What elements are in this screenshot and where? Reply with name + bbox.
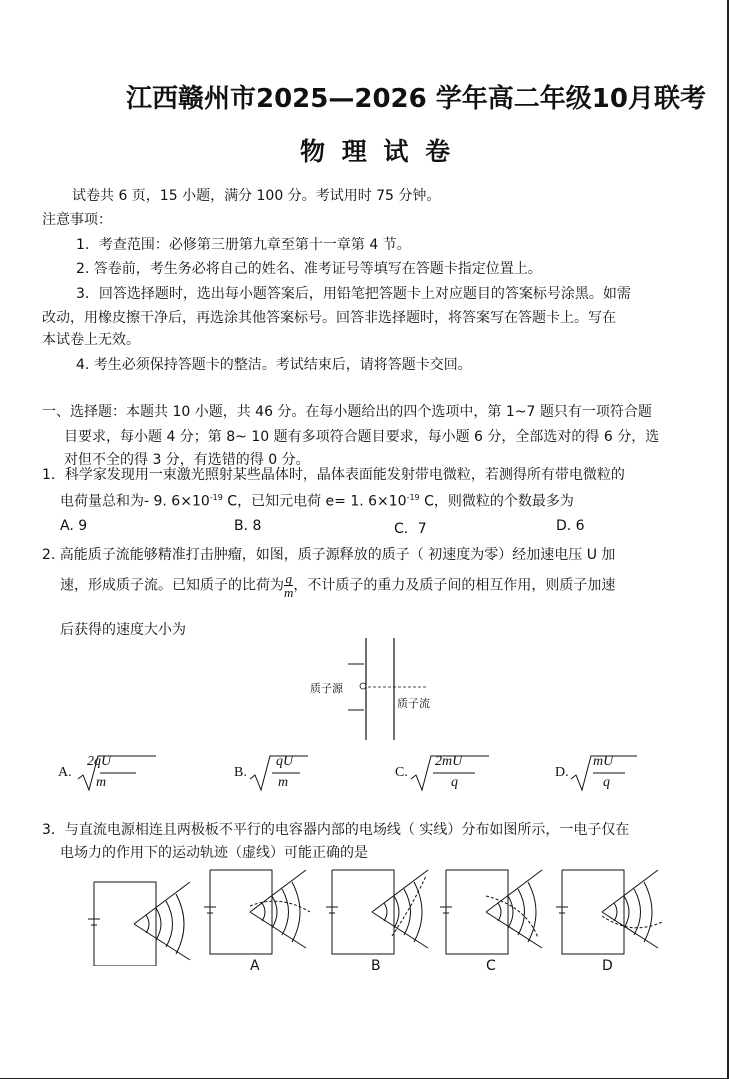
section1-line2: 目要求，每小题 4 分；第 8~ 10 题有多项符合题目要求，每小题 6 分，全部选对的得 6 分，选 bbox=[64, 429, 660, 445]
capacitor-field-figures bbox=[80, 856, 680, 966]
notice-3c: 本试卷上无效。 bbox=[42, 332, 140, 348]
q2-option-d: D. mU q bbox=[555, 750, 655, 796]
q1-option-a: A. 9 bbox=[60, 518, 88, 534]
q2-line2: 速，形成质子流。已知质子的比荷为 $\frac{q}{m}$ ，不计质子的重力及质子间的相互作用，则质子加速 bbox=[60, 571, 616, 600]
notice-1: 1．考查范围：必修第三册第九章至第十一章第 4 节。 bbox=[76, 237, 411, 253]
intro-line: 试卷共 6 页，15 小题，满分 100 分。考试用时 75 分钟。 bbox=[72, 188, 441, 204]
q2-line1: 2. 高能质子流能够精准打击肿瘤，如图，质子源释放的质子（ 初速度为零）经加速电压 U 加 bbox=[42, 547, 616, 563]
q2-option-b: B. qU m bbox=[234, 750, 334, 796]
notice-3b: 改动，用橡皮擦干净后，再选涂其他答案标号。回答非选择题时，将答案写在答题卡上。写在 bbox=[42, 310, 616, 326]
notice-2: 2. 答卷前，考生务必将自己的姓名、准考证号等填写在答题卡指定位置上。 bbox=[76, 261, 542, 277]
q1-option-b: B. 8 bbox=[234, 518, 262, 534]
section1-line1: 一、选择题：本题共 10 小题，共 46 分。在每小题给出的四个选项中，第 1~7 题只有一项符合题 bbox=[42, 404, 652, 420]
capacitor-diagram-b bbox=[326, 870, 428, 954]
capacitor-diagram-a bbox=[204, 870, 310, 954]
capacitor-diagram-d bbox=[556, 870, 662, 954]
q1-option-d: D. 6 bbox=[556, 518, 585, 534]
q1-option-c: C．7 bbox=[394, 521, 427, 537]
q3-line2: 电场力的作用下的运动轨迹（虚线）可能正确的是 bbox=[60, 845, 368, 861]
q2-option-a: A. 2qU m bbox=[58, 750, 158, 796]
q3-label-a: A bbox=[250, 958, 260, 974]
capacitor-diagram-ref bbox=[88, 882, 190, 966]
charge-mass-ratio: $\frac{q}{m}$ bbox=[284, 571, 294, 600]
q3-label-b: B bbox=[371, 958, 381, 974]
capacitor-diagram-c bbox=[440, 870, 542, 954]
subject-title: 物 理 试 卷 bbox=[300, 137, 455, 166]
fig-label-stream: 质子流 bbox=[397, 697, 430, 710]
notice-label: 注意事项： bbox=[42, 212, 112, 228]
exam-title: 江西赣州市2025—2026 学年高二年级10月联考 bbox=[126, 84, 706, 114]
notice-3a: 3．回答选择题时，选出每小题答案后，用铅笔把答题卡上对应题目的答案标号涂黑。如需 bbox=[76, 286, 631, 302]
q1-line1: 1．科学家发现用一束激光照射某些晶体时，晶体表面能发射带电微粒，若测得所有带电微粒的 bbox=[42, 467, 625, 483]
q3-line1: 3．与直流电源相连且两极板不平行的电容器内部的电场线（ 实线）分布如图所示，一电子仅在 bbox=[42, 822, 630, 838]
q2-line3: 后获得的速度大小为 bbox=[60, 622, 186, 638]
section1-line3: 对但不全的得 3 分，有选错的得 0 分。 bbox=[64, 452, 310, 468]
q1-line2: 电荷量总和为- 9. $6\times 10^{-19}$ C，已知元电荷 e= 1. $6\times 10^{-19}$ C，则微粒的个数最多为 bbox=[60, 493, 574, 510]
notice-4: 4. 考生必须保持答题卡的整洁。考试结束后，请将答题卡交回。 bbox=[76, 357, 472, 373]
q3-label-c: C bbox=[486, 958, 496, 974]
q2-option-c: C. 2mU q bbox=[395, 750, 505, 796]
fig-label-source: 质子源 bbox=[310, 682, 343, 695]
q3-label-d: D bbox=[602, 958, 613, 974]
